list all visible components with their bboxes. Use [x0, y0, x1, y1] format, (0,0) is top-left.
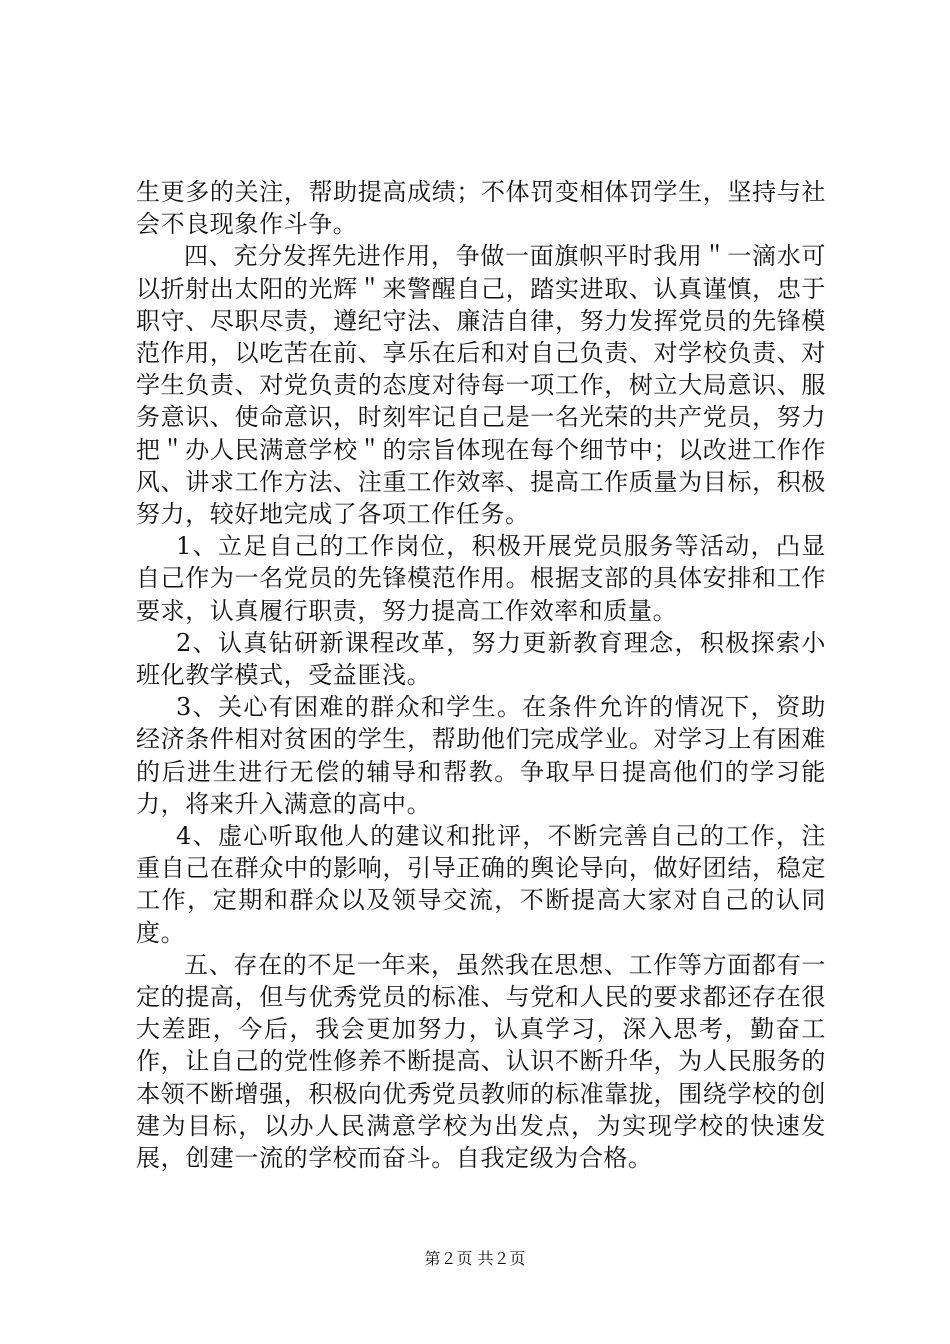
paragraph-item-4: 4、虚心听取他人的建议和批评，不断完善自己的工作，注重自己在群众中的影响，引导正确的舆论导向，做好团结，稳定工作，定期和群众以及领导交流，不断提高大家对自己的认同度。: [136, 822, 826, 947]
paragraph-item-2: 2、认真钻研新课程改革，努力更新教育理念，积极探索小班化教学模式，受益匪浅。: [136, 628, 826, 690]
paragraph-section-five: 五、存在的不足一年来，虽然我在思想、工作等方面都有一定的提高，但与优秀党员的标准、与党和人民的要求都还存在很大差距，今后，我会更加努力，认真学习，深入思考，勤奋工作，让自己的党性修养不断提高、认识不断升华，为人民服务的本领不断增强，积极向优秀党员教师的标准靠拢，围绕学校的创建为目标，以办人民满意学校为出发点，为实现学校的快速发展，创建一流的学校而奋斗。自我定级为合格。: [136, 950, 826, 1173]
paragraph-item-3: 3、关心有困难的群众和学生。在条件允许的情况下，资助经济条件相对贫困的学生，帮助他们完成学业。对学习上有困难的后进生进行无偿的辅导和帮教。争取早日提高他们的学习能力，将来升入满意的高中。: [136, 693, 826, 818]
page-footer: 第２页 共２页: [424, 1249, 526, 1268]
paragraph-item-1: 1、立足自己的工作岗位，积极开展党员服务等活动，凸显自己作为一名党员的先锋模范作用。根据支部的具体安排和工作要求，认真履行职责，努力提高工作效率和质量。: [136, 532, 826, 625]
document-body: [136, 176, 826, 1174]
paragraph-continuation: 生更多的关注，帮助提高成绩；不体罚变相体罚学生，坚持与社会不良现象作斗争。: [136, 178, 826, 239]
paragraph-section-four: 四、充分发挥先进作用，争做一面旗帜平时我用＂一滴水可以折射出太阳的光辉＂来警醒自己，踏实进取、认真谨慎，忠于职守、尽职尽责，遵纪守法、廉洁自律，努力发挥党员的先锋模范作用，以吃苦在前、享乐在后和对自己负责、对学校负责、对学生负责、对党负责的态度对待每一项工作，树立大局意识、服务意识、使命意识，时刻牢记自己是一名光荣的共产党员，努力把＂办人民满意学校＂的宗旨体现在每个细节中；以改进工作作风、讲求工作方法、注重工作效率、提高工作质量为目标，积极努力，较好地完成了各项工作任务。: [136, 242, 826, 529]
